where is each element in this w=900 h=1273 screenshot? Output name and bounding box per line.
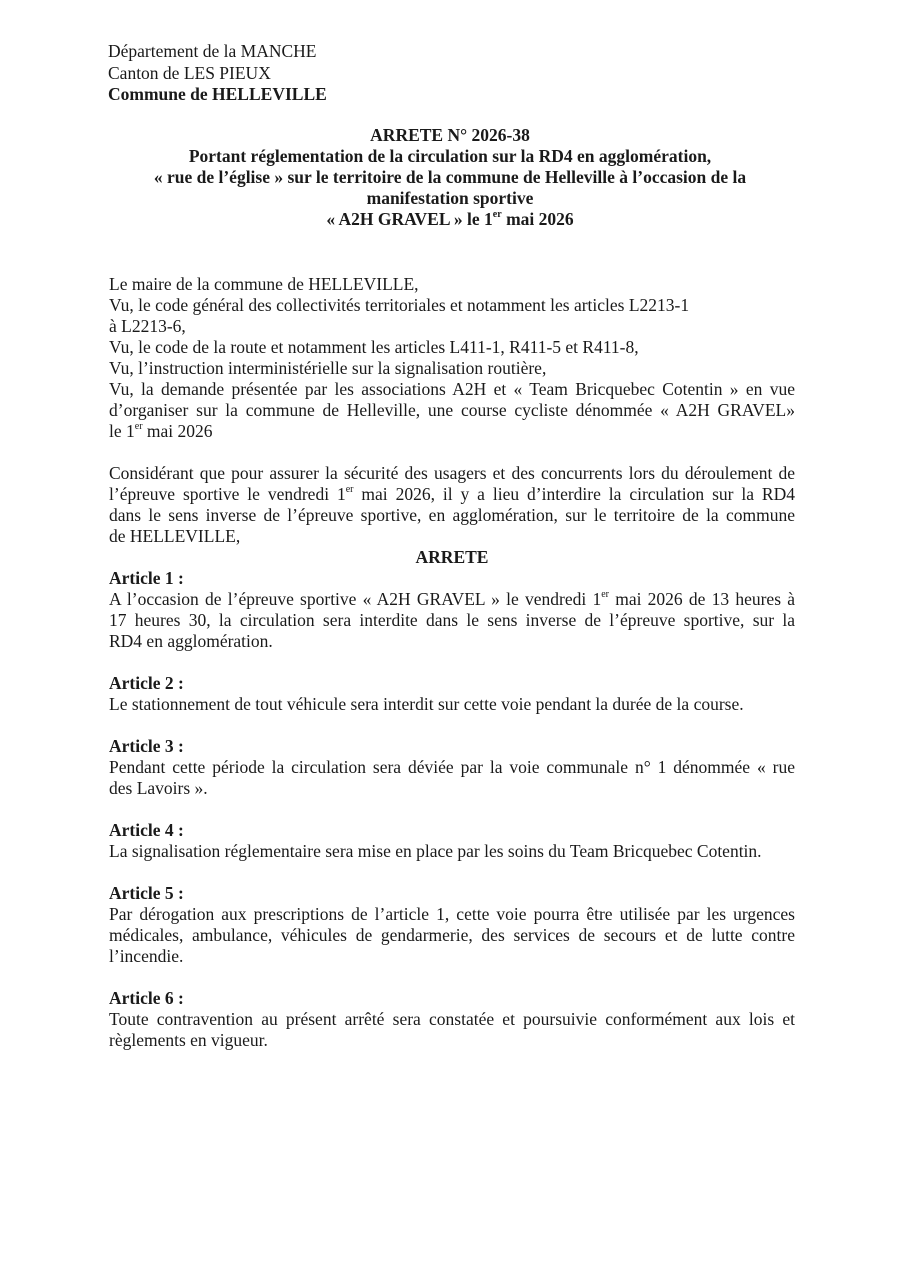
arrete-heading: ARRETE (415, 547, 489, 567)
article-heading: Article 3 : (109, 736, 184, 756)
title-line-3: manifestation sportive (366, 188, 534, 208)
preamble-line: d’organiser sur la commune de Helleville, une course cycliste dénommée « A2H GRAVEL» (109, 400, 795, 420)
considerant-line-text: l’épreuve sportive le vendredi 1 (109, 484, 346, 504)
article-line: médicales, ambulance, véhicules de gendarmerie, des services de secours et de lutte contre (109, 925, 795, 945)
canton-line: Canton de LES PIEUX (108, 62, 271, 83)
article-line-sup: er (601, 589, 609, 601)
document-body (109, 274, 795, 1051)
article-1 (109, 568, 795, 652)
preamble-line: Vu, l’instruction interministérielle sur la signalisation routière, (109, 358, 547, 378)
article-line: RD4 en agglomération. (109, 631, 273, 651)
considerant-line: dans le sens inverse de l’épreuve sportive, en agglomération, sur le territoire de la commune (109, 505, 795, 525)
article-4 (109, 820, 795, 862)
preamble-line: à L2213-6, (109, 316, 186, 336)
article-2 (109, 673, 795, 715)
considerant-line-sup: er (345, 484, 354, 496)
article-heading: Article 4 : (109, 820, 184, 840)
considerant-line: de HELLEVILLE, (109, 526, 241, 546)
article-line: des Lavoirs ». (109, 778, 208, 798)
considerant-line (109, 484, 795, 505)
preamble (109, 274, 795, 442)
preamble-line: Vu, le code de la route et notamment les articles L411-1, R411-5 et R411-8, (109, 337, 639, 357)
article-heading: Article 5 : (109, 883, 184, 903)
article-heading: Article 1 : (109, 568, 184, 588)
article-line (109, 589, 795, 610)
article-line: règlements en vigueur. (109, 1030, 268, 1050)
preamble-line: Vu, le code général des collectivités territoriales et notamment les articles L2213-1 (109, 295, 690, 315)
commune-line: Commune de HELLEVILLE (108, 84, 327, 104)
article-line: 17 heures 30, la circulation sera interdite dans le sens inverse de l’épreuve sportive, sur la (109, 610, 795, 630)
title-line-2: « rue de l’église » sur le territoire de la commune de Helleville à l’occasion de la (153, 167, 747, 187)
article-5 (109, 883, 795, 967)
article-line-end: mai 2026 de 13 heures à (608, 589, 796, 609)
preamble-line-sup: er (134, 421, 143, 433)
preamble-line: Le maire de la commune de HELLEVILLE, (109, 274, 419, 294)
considerant-line-end: mai 2026, il y a lieu d’interdire la circulation sur la RD4 (353, 484, 795, 504)
title-line-4-text: « A2H GRAVEL » le 1 (326, 209, 493, 229)
preamble-line-end: mai 2026 (142, 421, 213, 441)
considerant-line: Considérant que pour assurer la sécurité des usagers et des concurrents lors du déroulement de (109, 463, 795, 483)
title-line-1: Portant réglementation de la circulation sur la RD4 en agglomération, (188, 146, 712, 166)
arrete-number: ARRETE N° 2026-38 (370, 125, 530, 145)
preamble-line-text: le 1 (109, 421, 135, 441)
article-heading: Article 2 : (109, 673, 184, 693)
preamble-line: Vu, la demande présentée par les associations A2H et « Team Bricquebec Cotentin » en vue (109, 379, 795, 399)
article-line: Toute contravention au présent arrêté sera constatée et poursuivie conformément aux lois et (109, 1009, 795, 1029)
article-line-text: A l’occasion de l’épreuve sportive « A2H GRAVEL » le vendredi 1 (109, 589, 602, 609)
title-line-4-sup: er (492, 209, 502, 221)
article-6 (109, 988, 795, 1051)
departement-line: Département de la MANCHE (108, 41, 317, 61)
article-heading: Article 6 : (109, 988, 184, 1008)
article-3 (109, 736, 795, 799)
preamble-line (109, 421, 795, 442)
article-line: l’incendie. (109, 946, 184, 966)
article-line: La signalisation réglementaire sera mise en place par les soins du Team Bricquebec Cotentin. (109, 841, 762, 861)
document-header (108, 41, 327, 106)
article-line: Le stationnement de tout véhicule sera interdit sur cette voie pendant la durée de la course. (109, 694, 744, 714)
article-line: Par dérogation aux prescriptions de l’article 1, cette voie pourra être utilisée par les urgences (109, 904, 795, 924)
article-line: Pendant cette période la circulation sera déviée par la voie communale n° 1 dénommée « rue (109, 757, 795, 777)
title-line-4-end: mai 2026 (501, 209, 574, 229)
arrete-title (90, 125, 810, 230)
considerant (109, 463, 795, 547)
title-line-4 (90, 209, 810, 230)
